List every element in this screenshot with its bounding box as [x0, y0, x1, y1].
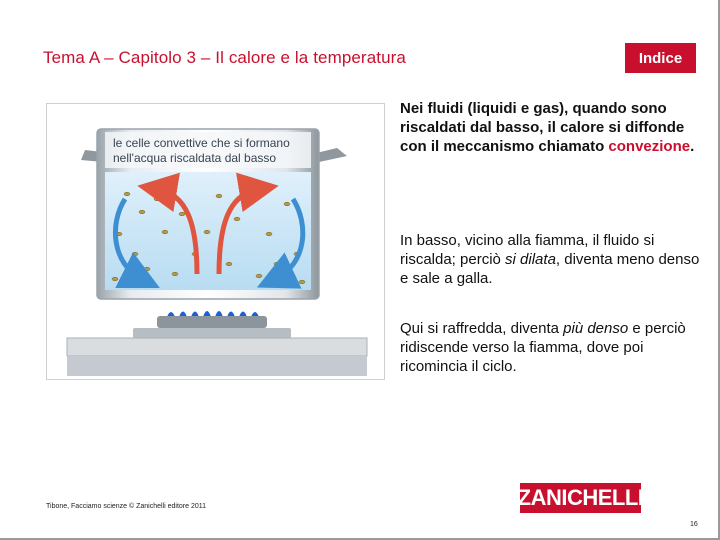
convection-illustration [46, 103, 385, 380]
p3-emphasis: più denso [563, 320, 629, 337]
p1-text: Nei fluidi (liquidi e gas), quando sono riscaldati dal basso, il calore si diffonde con il meccanismo chiamato [400, 100, 685, 155]
caption-line-2: nell'acqua riscaldata dal basso [113, 151, 277, 165]
burner [157, 316, 267, 328]
index-button[interactable]: Indice [625, 43, 696, 73]
paragraph-heating [400, 231, 700, 288]
paragraph-convection-definition [400, 99, 700, 156]
keyword-convezione: convezione [608, 138, 691, 155]
pot-on-stove-drawing [47, 104, 384, 379]
paragraph-cooling [400, 319, 700, 376]
p2-emphasis: si dilata [505, 251, 556, 268]
caption-line-1: le celle convettive che si formano [113, 136, 290, 150]
page-number: 16 [690, 521, 698, 528]
p2-text-a: In basso, vicino alla fiamma, il fluido si riscalda; perciò [400, 232, 655, 268]
p2-text-b: , diventa meno denso e sale a galla. [400, 251, 700, 287]
zanichelli-logo: ZANICHELLI [520, 483, 641, 513]
p1-end: . [690, 138, 695, 155]
p3-text-a: Qui si raffredda, diventa [400, 320, 564, 337]
p3-text-b: e perciò ridiscende verso la fiamma, dove poi ricomincia il ciclo. [400, 320, 686, 375]
footer-credit: Tibone, Facciamo scienze © Zanichelli editore 2011 [46, 503, 207, 510]
page-title: Tema A – Capitolo 3 – Il calore e la temperatura [43, 48, 406, 67]
